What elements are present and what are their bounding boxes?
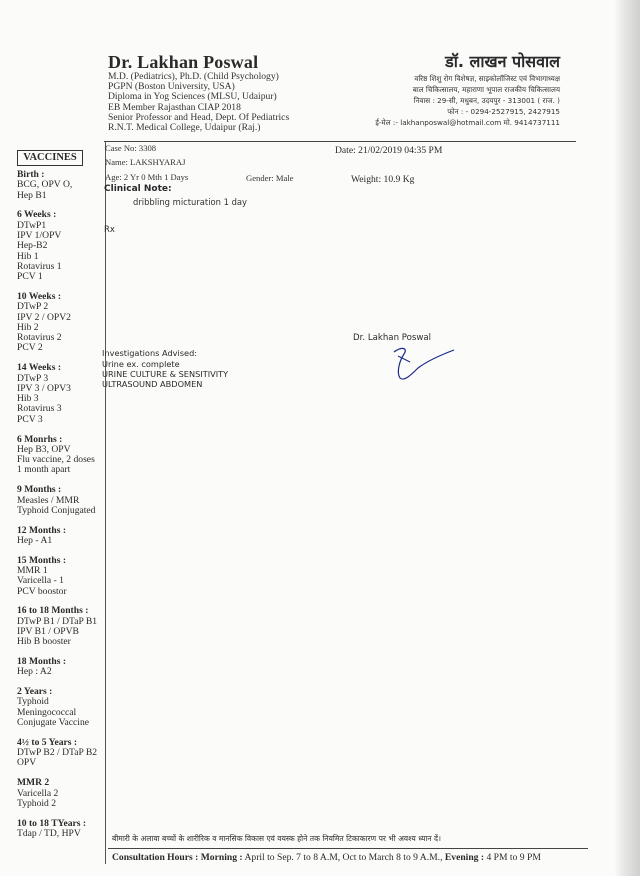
vaccine-item: DTwP B2 / DTaP B2	[17, 747, 98, 759]
evening-label: Evening :	[444, 852, 485, 863]
vaccine-age-label: MMR 2	[17, 777, 50, 789]
vaccine-item: 1 month apart	[17, 464, 71, 476]
vaccine-age-label: 10 to 18 TYears :	[17, 817, 87, 829]
vaccine-item: DTwP 2	[17, 301, 49, 313]
vaccine-item: Rotavirus 3	[17, 403, 62, 415]
signature-scribble	[388, 342, 458, 384]
rx-symbol: Rx	[104, 224, 115, 234]
vaccine-item: Measles / MMR	[17, 494, 80, 506]
vaccines-title: VACCINES	[17, 150, 83, 166]
vaccine-item: Rotavirus 1	[17, 260, 62, 272]
vaccine-item: Hep B3, OPV	[17, 443, 71, 455]
hindi-footer-note: बीमारी के अलावा बच्चों के शारीरिक व मानसिक विकास एवं वयस्क होने तक नियमित टिकाकारण पर भी अवश्य ध्यान दें।	[112, 834, 441, 843]
vaccine-group	[17, 526, 105, 547]
vaccine-group	[17, 556, 105, 597]
doctor-name: Dr. Lakhan Poswal	[108, 52, 259, 72]
vaccine-column-divider	[105, 142, 106, 864]
vaccine-group	[17, 687, 105, 728]
vaccine-item: IPV 1/OPV	[17, 229, 62, 241]
hindi-line: फोन : - 0294-2527915, 2427915	[447, 107, 560, 116]
vaccine-group	[17, 606, 105, 647]
vaccine-age-label: 4½ to 5 Years :	[17, 736, 78, 748]
investigation-item: ULTRASOUND ABDOMEN	[102, 379, 203, 389]
vaccine-age-label: 15 Months :	[17, 554, 67, 566]
clinical-note-label: Clinical Note:	[104, 184, 172, 194]
vaccine-group	[17, 210, 105, 282]
qualification-line: EB Member Rajasthan CIAP 2018	[108, 101, 241, 113]
hindi-line: निवास : 29-सी, मधुबन, उदयपुर - 313001 ( राज. )	[413, 96, 560, 105]
vaccine-item: Typhoid 2	[17, 797, 57, 809]
vaccine-item: Flu vaccine, 2 doses	[17, 454, 95, 466]
vaccine-item: Tdap / TD, HPV	[17, 827, 81, 839]
vaccine-item: MMR 1	[17, 565, 48, 576]
vaccine-age-label: Birth :	[17, 169, 45, 180]
vaccine-item: PCV 2	[17, 342, 43, 354]
vaccine-item: Typhoid	[17, 696, 49, 708]
vaccine-item: Hib 1	[17, 250, 39, 262]
vaccine-group	[17, 292, 105, 354]
investigation-item: URINE CULTURE & SENSITIVITY	[102, 369, 229, 379]
vaccine-item: Meningococcal	[17, 706, 77, 718]
investigation-item: Urine ex. complete	[102, 359, 180, 369]
vaccine-group	[17, 738, 105, 769]
hindi-address-block	[375, 73, 560, 128]
qualification-line: Senior Professor and Head, Dept. Of Pediatrics	[108, 111, 290, 123]
vaccine-item: DTwP 3	[17, 372, 49, 384]
qualifications	[108, 72, 289, 133]
scan-edge-shadow	[614, 0, 640, 876]
vaccine-item: Hep - A1	[17, 534, 53, 546]
vaccine-age-label: 6 Weeks :	[17, 209, 57, 221]
vaccine-item: Rotavirus 2	[17, 332, 62, 344]
qualification-line: Diploma in Yog Sciences (MLSU, Udaipur)	[108, 91, 277, 103]
vaccine-item: PCV boostor	[17, 585, 67, 597]
vaccine-age-label: 9 Months :	[17, 484, 62, 496]
vaccine-item: OPV	[17, 757, 37, 769]
vaccine-group	[17, 363, 105, 425]
vaccine-item: DTwP1	[17, 219, 47, 231]
investigations-label: Investigations Advised:	[102, 348, 198, 358]
vaccine-age-label: 12 Months :	[17, 524, 67, 536]
vaccine-age-label: 16 to 18 Months :	[17, 605, 89, 617]
vaccine-item: Hep-B2	[17, 240, 48, 252]
vaccine-age-label: 14 Weeks :	[17, 362, 62, 374]
qualification-line: R.N.T. Medical College, Udaipur (Raj.)	[108, 122, 261, 134]
vaccine-group	[17, 485, 105, 516]
patient-name: Name: LAKSHYARAJ	[105, 157, 186, 167]
patient-age: Age: 2 Yr 0 Mth 1 Days	[105, 172, 189, 182]
evening-hours: 4 PM to 9 PM	[486, 852, 541, 863]
vaccine-item: BCG, OPV O,	[17, 179, 73, 191]
case-number: Case No: 3308	[105, 143, 157, 153]
vaccine-item: Hep B1	[17, 189, 47, 201]
morning-hours: April to Sep. 7 to 8 A.M, Oct to March 8 to 9 A.M.,	[244, 852, 443, 863]
hindi-line: ई-मेल :- lakhanposwal@hotmail.com मो. 9414737111	[375, 118, 560, 127]
vaccine-item: IPV 2 / OPV2	[17, 311, 71, 323]
vaccine-item: PCV 3	[17, 413, 43, 425]
qualification-line: M.D. (Pediatrics), Ph.D. (Child Psychology)	[108, 71, 279, 82]
vaccine-item: Hep : A2	[17, 666, 52, 678]
clinical-note-text: dribbling micturation 1 day	[133, 197, 248, 207]
patient-gender: Gender: Male	[246, 173, 294, 183]
footer-rule	[108, 848, 588, 849]
vaccine-age-label: 2 Years :	[17, 686, 53, 698]
vaccine-item: DTwP B1 / DTaP B1	[17, 615, 98, 627]
vaccine-item: IPV 3 / OPV3	[17, 382, 71, 394]
hindi-line: वरिष्ठ शिशु रोग विशेषज्ञ, साइकोलॉजिस्ट एवं विभागाध्यक्ष	[414, 74, 560, 83]
doctor-name-hindi: डॉ. लाखन पोसवाल	[445, 52, 560, 71]
date: Date: 21/02/2019 04:35 PM	[335, 145, 443, 156]
vaccine-group	[17, 435, 105, 476]
vaccine-item: Varicella - 1	[17, 575, 64, 587]
signature-name: Dr. Lakhan Poswal	[353, 333, 432, 343]
vaccine-item: IPV B1 / OPVB	[17, 625, 79, 637]
consultation-hours	[112, 852, 541, 863]
vaccine-age-label: 6 Monrhs :	[17, 433, 63, 445]
vaccine-item: PCV 1	[17, 271, 43, 283]
vaccine-item: Hib 2	[17, 321, 39, 333]
consultation-label: Consultation Hours : Morning :	[112, 852, 243, 863]
vaccine-group	[17, 657, 105, 678]
vaccine-item: Typhoid Conjugated	[17, 504, 96, 516]
patient-weight: Weight: 10.9 Kg	[351, 174, 415, 185]
header-rule	[104, 141, 576, 142]
vaccine-item: Hib B booster	[17, 636, 71, 648]
qualification-line: PGPN (Boston University, USA)	[108, 81, 235, 93]
vaccine-age-label: 18 Months :	[17, 656, 67, 668]
vaccine-age-label: 10 Weeks :	[17, 290, 62, 302]
vaccine-item: Conjugate Vaccine	[17, 717, 90, 729]
vaccine-item: Hib 3	[17, 393, 39, 405]
vaccine-group	[17, 819, 105, 840]
vaccine-group	[17, 778, 105, 809]
hindi-line: बाल चिकित्सालय, महाराणा भूपाल राजकीय चिकित्सालय	[412, 85, 560, 94]
vaccine-item: Varicella 2	[17, 787, 59, 799]
vaccine-group	[17, 170, 105, 201]
vaccine-schedule	[17, 170, 105, 849]
